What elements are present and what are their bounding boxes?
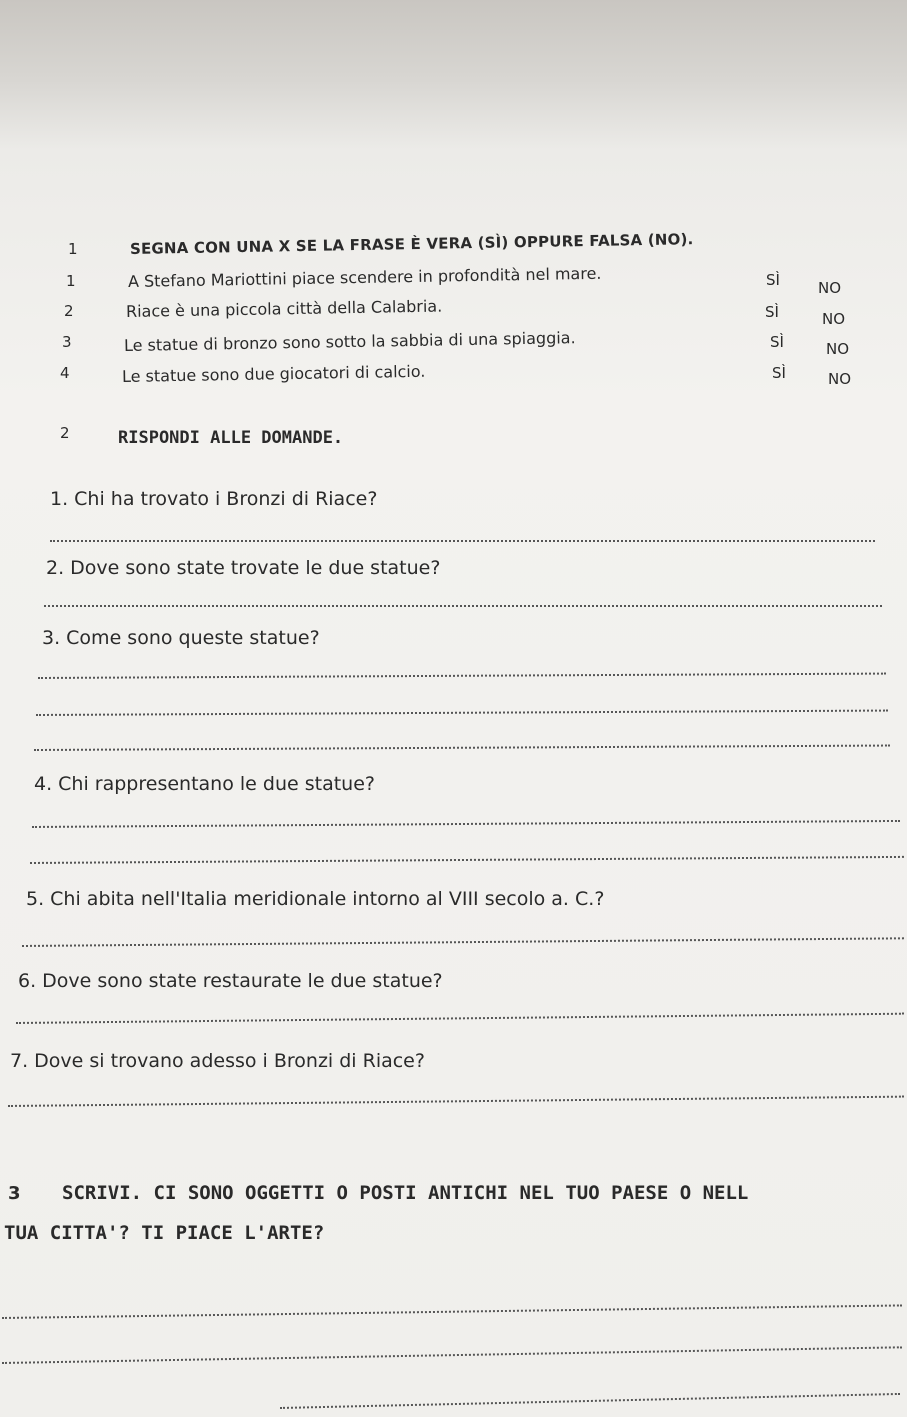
item-statement: A Stefano Mariottini piace scendere in profondità nel mare. bbox=[127, 263, 602, 291]
question-6: 6. Dove sono state restaurate le due statue? bbox=[18, 970, 443, 992]
yes-option[interactable]: SÌ bbox=[772, 364, 786, 382]
exercise-2-number: 2 bbox=[60, 424, 70, 442]
answer-line[interactable] bbox=[30, 856, 904, 864]
answer-line[interactable] bbox=[44, 605, 882, 607]
answer-line[interactable] bbox=[22, 937, 904, 947]
exercise-2-instruction: RISPONDI ALLE DOMANDE. bbox=[118, 428, 344, 448]
item-number: 4 bbox=[60, 364, 70, 382]
question-4: 4. Chi rappresentano le due statue? bbox=[34, 773, 375, 795]
item-statement: Le statue di bronzo sono sotto la sabbia di una spiaggia. bbox=[123, 328, 576, 355]
item-statement: Le statue sono due giocatori di calcio. bbox=[121, 361, 426, 386]
question-7: 7. Dove si trovano adesso i Bronzi di Riace? bbox=[10, 1050, 425, 1072]
question-5: 5. Chi abita nell'Italia meridionale intorno al VIII secolo a. C.? bbox=[26, 888, 605, 910]
exercise-3-number: 3 bbox=[8, 1183, 21, 1204]
question-2: 2. Dove sono state trovate le due statue? bbox=[46, 557, 441, 579]
answer-line[interactable] bbox=[36, 710, 888, 716]
answer-line[interactable] bbox=[32, 820, 900, 828]
answer-line[interactable] bbox=[2, 1304, 902, 1319]
answer-line[interactable] bbox=[38, 673, 886, 679]
yes-option[interactable]: SÌ bbox=[765, 303, 779, 321]
exercise-3-instruction-line-2: TUA CITTA'? TI PIACE L'ARTE? bbox=[4, 1222, 325, 1244]
question-3: 3. Come sono queste statue? bbox=[42, 627, 320, 649]
answer-line[interactable] bbox=[34, 745, 890, 751]
no-option[interactable]: NO bbox=[822, 310, 846, 328]
no-option[interactable]: NO bbox=[818, 279, 842, 297]
answer-line[interactable] bbox=[8, 1096, 904, 1107]
no-option[interactable]: NO bbox=[828, 370, 852, 388]
item-number: 3 bbox=[62, 333, 72, 351]
item-number: 1 bbox=[66, 272, 76, 290]
answer-line[interactable] bbox=[16, 1013, 904, 1024]
exercise-1-number: 1 bbox=[68, 240, 78, 258]
no-option[interactable]: NO bbox=[826, 340, 850, 358]
answer-line[interactable] bbox=[2, 1346, 902, 1364]
question-1: 1. Chi ha trovato i Bronzi di Riace? bbox=[50, 488, 378, 510]
yes-option[interactable]: SÌ bbox=[766, 271, 780, 289]
yes-option[interactable]: SÌ bbox=[770, 333, 784, 351]
exercise-1-instruction: SEGNA CON UNA X SE LA FRASE È VERA (SÌ) OPPURE FALSA (NO). bbox=[129, 230, 694, 258]
item-statement: Riace è una piccola città della Calabria. bbox=[125, 296, 443, 321]
answer-line[interactable] bbox=[50, 540, 875, 542]
answer-line[interactable] bbox=[280, 1393, 900, 1409]
item-number: 2 bbox=[64, 302, 74, 320]
exercise-3-instruction-line-1: SCRIVI. CI SONO OGGETTI O POSTI ANTICHI NEL TUO PAESE O NELL bbox=[62, 1182, 749, 1204]
